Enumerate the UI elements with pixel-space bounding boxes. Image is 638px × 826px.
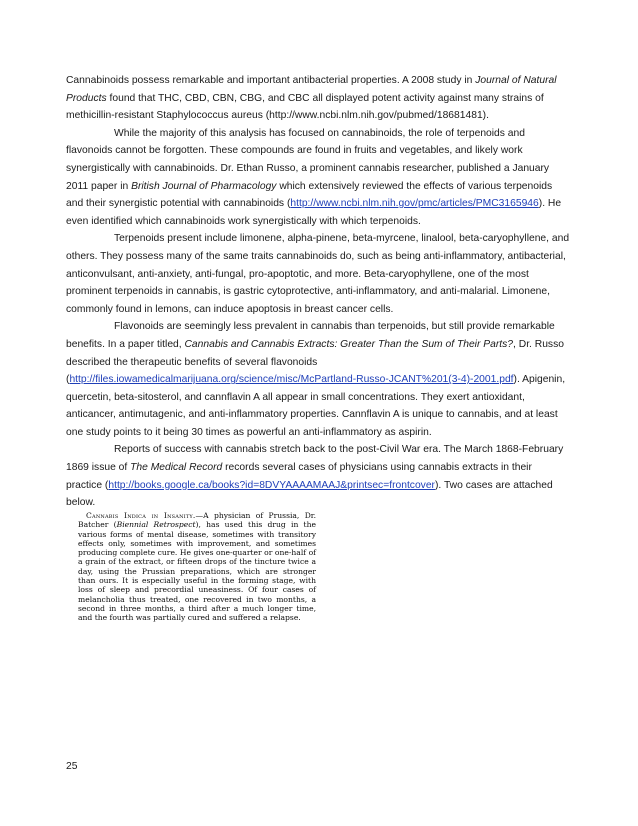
text-run: Flavonoids are seemingly less prevalent in cannabis than terpenoids, but still provide remarkable benefits. In a paper titled, bbox=[66, 321, 555, 350]
flavonoids-pdf-link[interactable]: http://files.iowamedicalmarijuana.org/science/misc/McPartland-Russo-JCANT%201(3-4)-2001.pdf bbox=[69, 374, 514, 386]
journal-title: Journal of Natural Products bbox=[66, 75, 557, 104]
text-run: ). Apigenin, quercetin, beta-sitosterol, and cannflavin A all appear in small concentrations. They exert antioxidant, anticancer, antimutagenic, and anti-inflammatory properties. Cannflavin A is unique to cannabis, and at least one study points to it being 30 times as powerful an anti-inflammatory as aspirin. bbox=[66, 374, 566, 438]
paragraph-terpenoids-intro bbox=[66, 125, 570, 231]
clipping-headline: Cannabis Indica in Insanity. bbox=[86, 511, 196, 520]
page-number: 25 bbox=[66, 761, 78, 772]
text-run: found that THC, CBD, CBN, CBG, and CBC all displayed potent activity against many strains of methicillin-resistant Staphylococcus aureus (http://www.ncbi.nlm.nih.gov/pubmed/18681481). bbox=[66, 92, 544, 122]
text-run: Cannabinoids possess remarkable and important antibacterial properties. A 2008 study in bbox=[66, 75, 476, 86]
text-run: —A physician of Prussia, Dr. Batcher ( bbox=[78, 511, 316, 530]
journal-title: British Journal of Pharmacology bbox=[131, 180, 277, 192]
text-run: Terpenoids present include limonene, alpha-pinene, beta-myrcene, linalool, beta-caryophyllene, and others. They possess many of the same traits cannabinoids do, such as being anti-inflammatory, antibacterial, anticonvulsant, anti-anxiety, anti-fungal, pro-apoptotic, and more. Beta-caryophyllene, one of the most prominent terpenoids in cannabis, is gastric cytoprotective, anti-inflammatory, and anti-malarial. Limonene, commonly found in lemons, can induce apoptosis in breast cancer cells. bbox=[66, 233, 570, 315]
paper-title: Cannabis and Cannabis Extracts: Greater Than the Sum of Their Parts? bbox=[184, 338, 514, 350]
clipping-text bbox=[78, 511, 316, 623]
paragraph-medical-record bbox=[66, 441, 570, 511]
text-run: While the majority of this analysis has focused on cannabinoids, the role of terpenoids and flavonoids cannot be forgotten. These compounds are found in fruits and vegetables, and likely work synergistically with cannabinoids. Dr. Ethan Russo, a prominent cannabis researcher, published a January 2011 paper in bbox=[66, 127, 550, 192]
text-run: which extensively reviewed the effects of various terpenoids and their synergistic potential with cannabinoids ( bbox=[66, 180, 553, 210]
text-run: ). He even identified which cannabinoids work synergistically with which terpenoids. bbox=[66, 198, 562, 227]
clipping-journal: Biennial Retrospect bbox=[116, 520, 196, 530]
paragraph-terpenoids-list bbox=[66, 230, 570, 318]
scanned-clipping bbox=[78, 511, 316, 641]
google-books-link[interactable]: http://books.google.ca/books?id=8DVYAAAAMAAJ&printsec=frontcover bbox=[108, 479, 435, 491]
text-run: records several cases of physicians using cannabis extracts in their practice ( bbox=[66, 462, 532, 491]
paragraph-flavonoids bbox=[66, 318, 570, 441]
text-run: ). Two cases are attached below. bbox=[66, 479, 553, 509]
text-run: , Dr. Russo described the therapeutic benefits of several flavonoids ( bbox=[66, 338, 564, 386]
paragraph-antibacterial bbox=[66, 72, 570, 125]
text-run: ), has used this drug in the various forms of mental disease, sometimes with transitory effects only, sometimes with improvement, and sometimes producing complete cure. He gives one-quarter or one-half of a grain of the extract, or fifteen drops of the tincture twice a day, using the Prussian preparations, which are stronger than ours. It is especially useful in the forming stage, with loss of sleep and precordial uneasiness. Of four cases of melancholia thus treated, one recovered in two months, a second in three months, a third after a much longer time, and the fourth was partially cured and suffered a relapse. bbox=[78, 520, 316, 623]
body-text bbox=[66, 72, 570, 512]
journal-title: The Medical Record bbox=[130, 462, 223, 474]
pmc-article-link[interactable]: http://www.ncbi.nlm.nih.gov/pmc/articles/PMC3165946 bbox=[290, 198, 539, 210]
text-run: Reports of success with cannabis stretch back to the post-Civil War era. The March 1868-February 1869 issue of bbox=[66, 444, 564, 474]
